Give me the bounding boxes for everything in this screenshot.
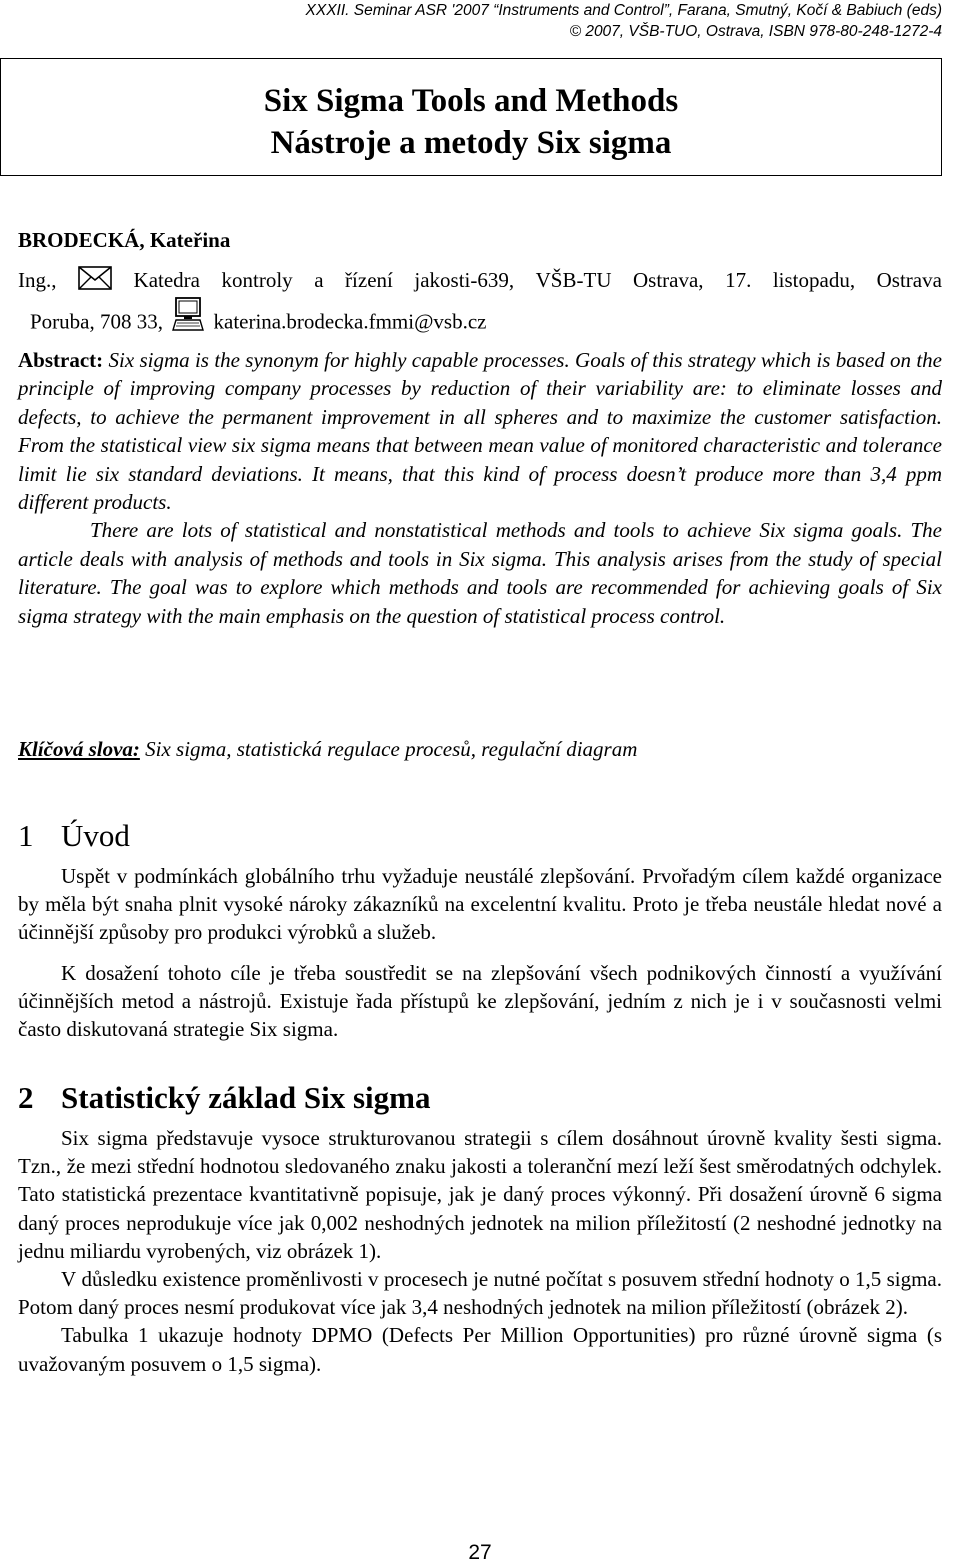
affiliation-word: a <box>314 268 324 292</box>
section-2-body <box>18 1124 942 1378</box>
section-1-paragraph-1: Uspět v podmínkách globálního trhu vyžaduje neustálé zlepšování. Prvořadým cílem každé organizace by měla být snaha plnit vysoké nároky zákazníků na excelentní kvalitu. Proto je třeba neustále hledat nové a účinnější způsoby pro produkci výrobků a služeb. <box>18 864 942 945</box>
keywords <box>18 737 637 762</box>
conference-line-2: © 2007, VŠB-TUO, Ostrava, ISBN 978-80-248-1272-4 <box>569 23 942 40</box>
affiliation-word: VŠB-TU <box>535 268 612 292</box>
title-english: Six Sigma Tools and Methods <box>263 83 679 119</box>
page-number: 27 <box>468 1541 492 1564</box>
affiliation-line-1 <box>18 266 942 297</box>
affiliation-word: Ostrava, <box>633 268 704 292</box>
section-2-paragraph-3: Tabulka 1 ukazuje hodnoty DPMO (Defects Per Million Opportunities) pro různé úrovně sigma (s uvažovaným posuvem o 1,5 sigma). <box>18 1323 942 1376</box>
conference-line-1: XXXII. Seminar ASR '2007 “Instruments and Control”, Farana, Smutný, Kočí & Babiuch (eds) <box>305 2 942 19</box>
conference-header <box>306 0 942 42</box>
affiliation-word: jakosti-639, <box>414 268 515 292</box>
section-2-title: Statistický základ Six sigma <box>61 1080 431 1115</box>
section-1-body <box>18 862 942 1043</box>
affiliation-word: řízení <box>345 268 393 292</box>
keywords-text: Six sigma, statistická regulace procesů, regulační diagram <box>145 737 638 761</box>
abstract-label: Abstract: <box>18 348 104 372</box>
section-1-heading <box>18 818 130 854</box>
author-name: BRODECKÁ, Kateřina <box>18 228 231 252</box>
affiliation-word: kontroly <box>221 268 293 292</box>
title-box <box>0 58 942 176</box>
abstract-text-1: Six sigma is the synonym for highly capable processes. Goals of this strategy which is based on the principle of improving company processes by reduction of their variability are: to eliminate losses and defects, to achieve the permanent improvement in all spheres and to maximize the customer satisfaction. From the statistical view six sigma means that between mean value of monitored characteristic and tolerance limit lie six standard deviations. It means, that this kind of process doesn’t produce more than 3,4 ppm different products. <box>18 348 943 515</box>
title-czech: Nástroje a metody Six sigma <box>270 125 672 161</box>
computer-icon <box>172 297 204 338</box>
affiliation-word: Ing., <box>18 268 57 292</box>
section-2-paragraph-1: Six sigma představuje vysoce strukturovanou strategii s cílem dosáhnout úrovně kvality šesti sigma. Tzn., že mezi střední hodnotou sledovaného znaku jakosti a toleranční mezí leží šest směrodatných odchylek. Tato statistická prezentace kvantitativně popisuje, jak je daný proces výkonný. Při dosažení úrovně 6 sigma daný proces neprodukuje více jak 0,002 neshodných jednotek na milion příležitostí (2 neshodné jednotky na jednu miliardu vyrobených, viz obrázek 1). <box>18 1126 942 1263</box>
section-1-number: 1 <box>18 818 34 853</box>
affiliation-word: listopadu, <box>772 268 856 292</box>
section-2-number: 2 <box>18 1080 34 1115</box>
abstract-paragraph-2: There are lots of statistical and nonstatistical methods and tools to achieve Six sigma goals. The article deals with analysis of methods and tools in Six sigma. This analysis arises from the study of special literature. The goal was to explore which methods and tools are recommended for achieving goals of Six sigma strategy with the main emphasis on the question of statistical process control. <box>18 518 942 628</box>
affiliation-word: Katedra <box>133 268 200 292</box>
keywords-label: Klíčová slova: <box>18 737 140 761</box>
envelope-icon <box>78 266 112 297</box>
affiliation-word: Ostrava <box>876 268 942 292</box>
affiliation-address: Poruba, 708 33, <box>30 309 163 334</box>
abstract <box>18 346 942 630</box>
affiliation-line-2 <box>30 303 954 344</box>
section-1-title: Úvod <box>61 818 130 853</box>
email-address[interactable]: katerina.brodecka.fmmi@vsb.cz <box>213 309 487 334</box>
section-1-paragraph-2: K dosažení tohoto cíle je třeba soustředit se na zlepšování všech podnikových činností a využívání účinnějších metod a nástrojů. Existuje řada přístupů ke zlepšování, jedním z nich je i v současnosti velmi často diskutovaná strategie Six sigma. <box>18 960 942 1042</box>
affiliation-word: 17. <box>725 268 752 292</box>
abstract-paragraph-1 <box>18 346 942 516</box>
section-2-paragraph-2: V důsledku existence proměnlivosti v procesech je nutné počítat s posuvem střední hodnoty o 1,5 sigma. Potom daný proces nesmí produkovat více jak 3,4 neshodných jednotek na milion příležitostí (obrázek 2). <box>18 1267 942 1320</box>
section-2-heading <box>18 1080 430 1116</box>
